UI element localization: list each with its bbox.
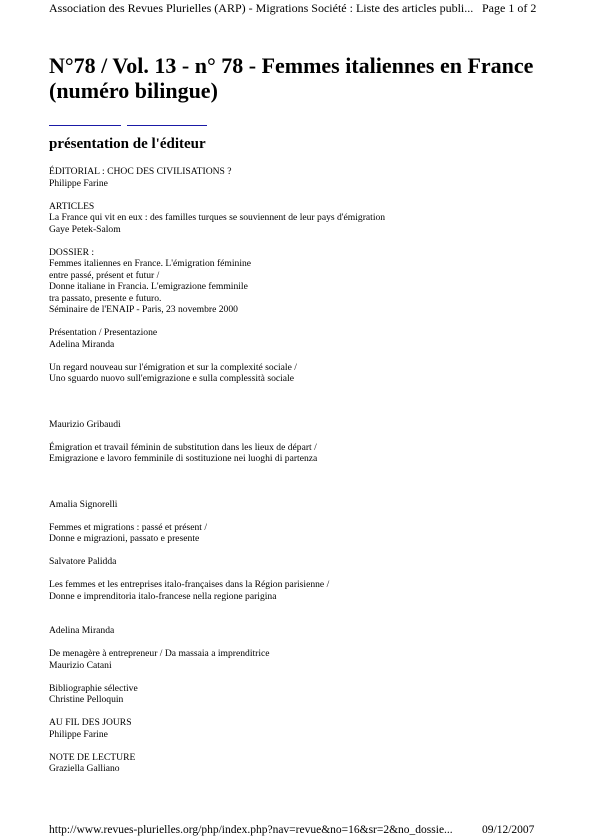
presentation-author: Adelina Miranda — [49, 338, 115, 350]
dossier-line: entre passé, présent et futur / — [49, 269, 160, 281]
article-author: Gaye Petek-Salom — [49, 223, 121, 235]
issue-title: N°78 / Vol. 13 - n° 78 - Femmes italiennes en France (numéro bilingue) — [49, 53, 534, 103]
article-title: Donne e migrazioni, passato e presente — [49, 533, 200, 544]
link-underline[interactable] — [127, 119, 207, 126]
note-author: Graziella Galliano — [49, 763, 120, 774]
dossier-line: Séminaire de l'ENAIP - Paris, 23 novembre 2000 — [49, 304, 238, 315]
article-title: De menagère à entrepreneur / Da massaia a imprenditrice — [49, 648, 270, 659]
page-footer-date: 09/12/2007 — [482, 824, 535, 836]
dossier-line: DOSSIER : — [49, 246, 95, 258]
link-underline[interactable] — [49, 119, 121, 126]
page-footer-url: http://www.revues-plurielles.org/php/index.php?nav=revue&no=16&sr=2&no_dossie... — [49, 824, 453, 836]
article-title: Émigration et travail féminin de substitution dans les lieux de départ / — [49, 441, 317, 453]
page-header-title: Association des Revues Plurielles (ARP) - Migrations Société : Liste des articles publi... — [49, 1, 474, 15]
dossier-line: Femmes italiennes en France. L'émigration féminine — [49, 258, 252, 269]
article-title: Uno sguardo nuovo sull'emigrazione e sulla complessità sociale — [49, 373, 294, 384]
article-author: Adelina Miranda — [49, 625, 115, 636]
article-title: Donne e imprenditoria italo-francese nella regione parigina — [49, 590, 277, 602]
article-author: Amalia Signorelli — [49, 498, 118, 510]
fil-author: Philippe Farine — [49, 728, 108, 740]
article-title: Les femmes et les entreprises italo-françaises dans la Région parisienne / — [49, 579, 330, 590]
article-title: Un regard nouveau sur l'émigration et sur la complexité sociale / — [49, 361, 297, 373]
editorial-author: Philippe Farine — [49, 177, 108, 189]
page-header-page-number: Page 1 of 2 — [482, 1, 537, 15]
presentation-label: Présentation / Presentazione — [49, 327, 158, 338]
article-author: Maurizio Gribaudi — [49, 418, 121, 430]
article-title: Femmes et migrations : passé et présent / — [49, 521, 207, 533]
dossier-line: tra passato, presente e futuro. — [49, 292, 162, 304]
article-list — [49, 166, 385, 775]
dossier-line: Donne italiane in Francia. L'emigrazione femminile — [49, 281, 248, 292]
publisher-heading: présentation de l'éditeur — [49, 136, 206, 152]
note-label: NOTE DE LECTURE — [49, 751, 136, 763]
article-title: La France qui vit en eux : des familles turques se souviennent de leur pays d'émigration — [49, 212, 386, 223]
fil-label: AU FIL DES JOURS — [49, 717, 132, 728]
article-author: Maurizio Catani — [49, 659, 112, 671]
bibliographie-label: Bibliographie sélective — [49, 682, 138, 694]
articles-label: ARTICLES — [49, 200, 95, 212]
title-links — [49, 113, 213, 121]
editorial-label: ÉDITORIAL : CHOC DES CIVILISATIONS ? — [49, 166, 232, 177]
article-title: Emigrazione e lavoro femminile di sostituzione nei luoghi di partenza — [49, 453, 318, 464]
bibliographie-author: Christine Pelloquin — [49, 694, 124, 705]
article-author: Salvatore Palidda — [49, 556, 117, 567]
